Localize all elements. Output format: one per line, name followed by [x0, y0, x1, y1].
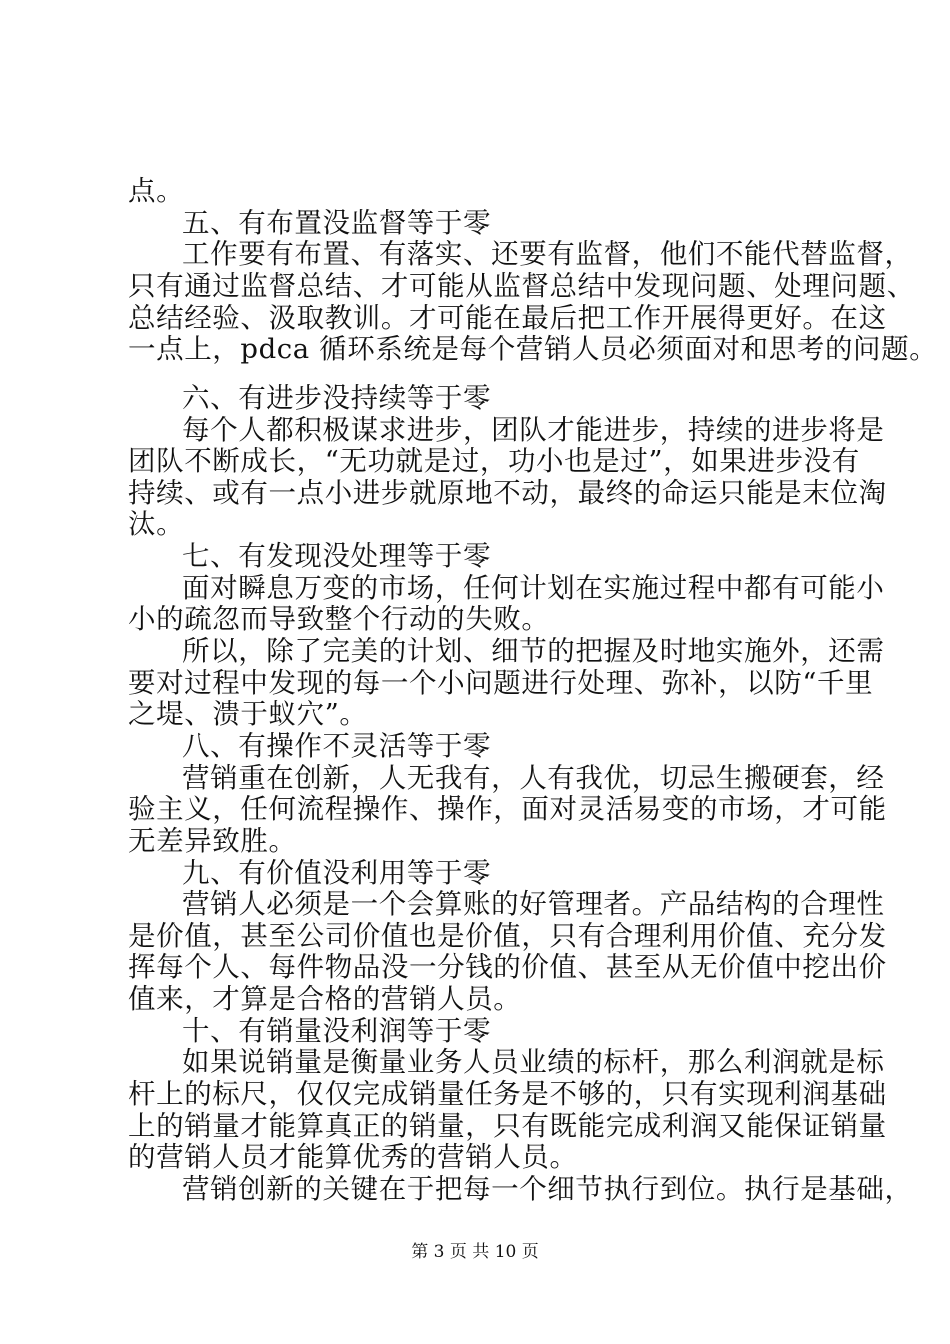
- text-line: 总结经验、汲取教训。才可能在最后把工作开展得更好。在这: [128, 302, 887, 334]
- text-line: 面对瞬息万变的市场，任何计划在实施过程中都有可能小: [182, 572, 885, 604]
- text-line: 团队不断成长，“无功就是过，功小也是过”，如果进步没有: [128, 445, 860, 477]
- text-line: 杆上的标尺，仅仅完成销量任务是不够的，只有实现利润基础: [128, 1078, 887, 1110]
- text-line: 一点上，pdca 循环系统是每个营销人员必须面对和思考的问题。: [128, 333, 938, 365]
- text-line: 无差异致胜。: [128, 825, 297, 857]
- text-line: 汰。: [128, 508, 185, 540]
- text-line: 是价值，甚至公司价值也是价值，只有合理利用价值、充分发: [128, 920, 887, 952]
- text-line: 验主义，任何流程操作、操作，面对灵活易变的市场，才可能: [128, 793, 887, 825]
- text-line: 持续、或有一点小进步就原地不动，最终的命运只能是末位淘: [128, 477, 887, 509]
- text-line: 营销创新的关键在于把每一个细节执行到位。执行是基础，: [182, 1173, 913, 1205]
- text-line: 要对过程中发现的每一个小问题进行处理、弥补，以防“千里: [128, 667, 874, 699]
- text-line: 如果说销量是衡量业务人员业绩的标杆，那么利润就是标: [182, 1046, 885, 1078]
- text-line: 营销重在创新，人无我有，人有我优，切忌生搬硬套，经: [182, 762, 885, 794]
- text-line: 营销人必须是一个会算账的好管理者。产品结构的合理性: [182, 888, 885, 920]
- text-line: 上的销量才能算真正的销量，只有既能完成利润又能保证销量: [128, 1110, 887, 1142]
- text-line: 所以，除了完美的计划、细节的把握及时地实施外，还需: [182, 635, 885, 667]
- text-line: 值来，才算是合格的营销人员。: [128, 983, 522, 1015]
- text-line: 点。: [128, 175, 185, 207]
- section-heading-5: 五、有布置没监督等于零: [182, 207, 492, 239]
- section-heading-9: 九、有价值没利用等于零: [182, 857, 492, 889]
- section-heading-7: 七、有发现没处理等于零: [182, 540, 492, 572]
- text-line: 之堤、溃于蚁穴”。: [128, 698, 368, 730]
- section-heading-6: 六、有进步没持续等于零: [182, 382, 492, 414]
- section-heading-8: 八、有操作不灵活等于零: [182, 730, 492, 762]
- section-heading-10: 十、有销量没利润等于零: [182, 1015, 492, 1047]
- text-line: 小的疏忽而导致整个行动的失败。: [128, 603, 550, 635]
- text-line: 的营销人员才能算优秀的营销人员。: [128, 1141, 578, 1173]
- text-line: 只有通过监督总结、才可能从监督总结中发现问题、处理问题、: [128, 270, 915, 302]
- text-line: 工作要有布置、有落实、还要有监督，他们不能代替监督，: [182, 238, 913, 270]
- text-line: 每个人都积极谋求进步，团队才能进步，持续的进步将是: [182, 414, 885, 446]
- text-line: 挥每个人、每件物品没一分钱的价值、甚至从无价值中挖出价: [128, 951, 887, 983]
- page-number-footer: 第 3 页 共 10 页: [411, 1242, 539, 1262]
